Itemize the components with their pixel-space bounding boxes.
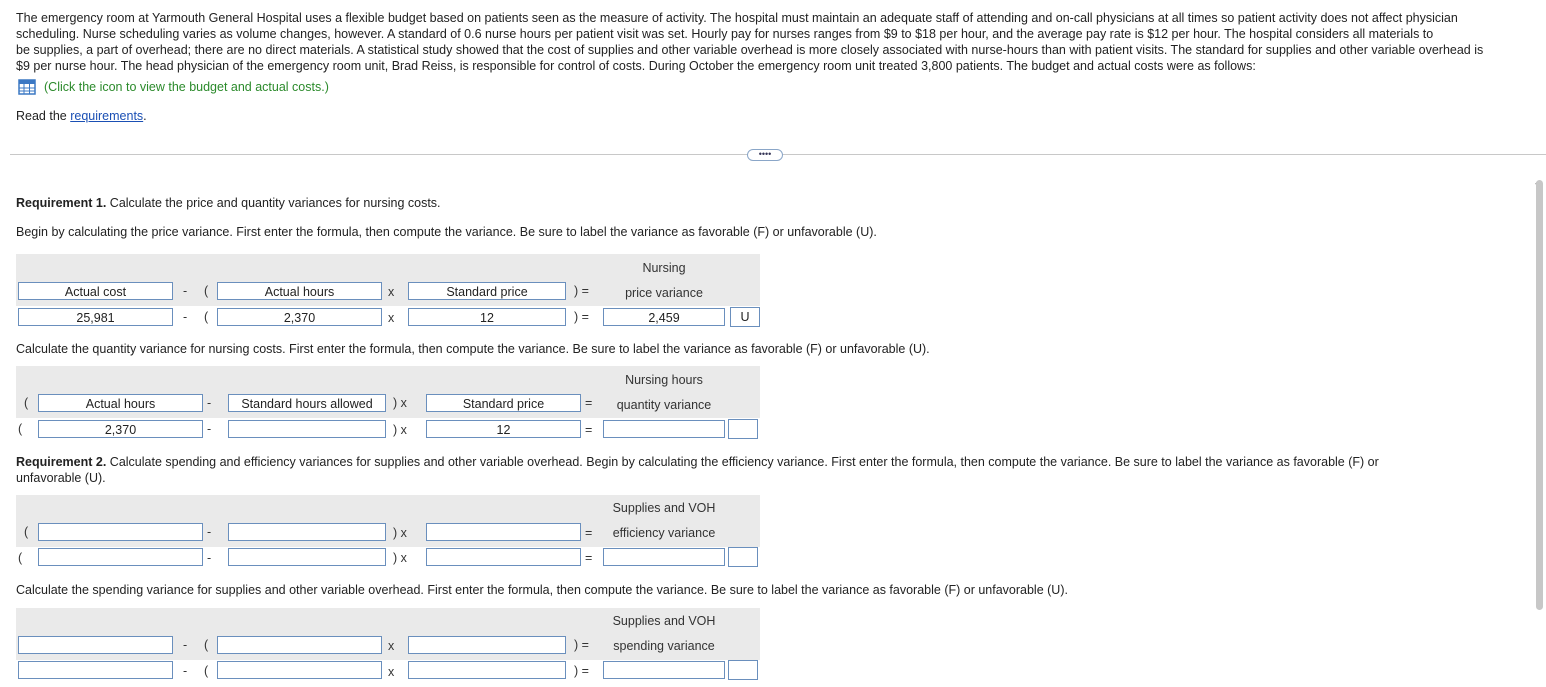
minus-sign: - [207,422,212,436]
open-paren: ( [204,310,209,324]
view-budget-text: (Click the icon to view the budget and actual costs.) [44,80,329,94]
efficiency-value-2[interactable] [228,548,386,566]
minus-sign: - [183,284,188,298]
minus-sign: - [183,310,188,324]
efficiency-formula-1[interactable] [38,523,203,541]
formula-standard-hours[interactable]: Standard hours allowed [228,394,386,412]
table-icon [18,79,36,95]
intro-line: $9 per nurse hour. The head physician of the emergency room unit, Brad Reiss, is responsible for control of costs. During October the emergency room unit treated 3,800 patients. The budget and actual costs were as follows: [16,59,1256,73]
equals-sign: = [585,551,593,565]
open-paren: ( [24,396,29,410]
actual-hours-input[interactable]: 2,370 [217,308,382,326]
open-paren: ( [18,551,23,565]
standard-price-input[interactable]: 12 [426,420,581,438]
spending-formula-1[interactable] [18,636,173,654]
result-label: Nursing [642,261,686,275]
close-times: ) x [393,526,407,540]
formula-actual-hours[interactable]: Actual hours [217,282,382,300]
open-paren: ( [18,422,23,436]
scrollbar[interactable] [1536,180,1543,610]
req1-text: Calculate the price and quantity variances for nursing costs. [106,196,441,210]
result-label: spending variance [613,639,715,653]
quantity-variance-instruction: Calculate the quantity variance for nursing costs. First enter the formula, then compute the variance. Be sure to label the variance as favorable (F) or unfavorable (U). [16,342,930,356]
close-times: ) x [393,396,407,410]
close-equals: ) = [574,284,589,298]
equals-sign: = [585,526,593,540]
price-variance-fu[interactable]: U [730,307,760,327]
requirements-link[interactable]: requirements [70,109,144,123]
formula-actual-cost[interactable]: Actual cost [18,282,173,300]
efficiency-formula-3[interactable] [426,523,581,541]
spending-value-1[interactable] [18,661,173,679]
read-requirements [16,109,147,123]
result-label: quantity variance [616,398,712,412]
spending-value-3[interactable] [408,661,566,679]
result-label: Nursing hours [625,373,703,387]
open-paren: ( [204,664,209,678]
problem-statement [16,10,1544,74]
spending-formula-2[interactable] [217,636,382,654]
req2-text: Calculate spending and efficiency variances for supplies and other variable overhead. Begin by calculating the efficiency variance. First enter the formula, then compute the variance. Be sure to label the variance as favorable (F) or [106,455,1379,469]
open-paren: ( [204,638,209,652]
spending-value-2[interactable] [217,661,382,679]
efficiency-variance-fu[interactable] [728,547,758,567]
times-sign: x [388,285,395,299]
expand-button[interactable]: •••• [747,149,783,161]
times-sign: x [388,639,395,653]
requirement-1-heading [16,196,441,210]
minus-sign: - [207,551,212,565]
intro-line: be supplies, a part of overhead; there are no direct materials. A statistical study showed that the cost of supplies and other variable overhead is more closely associated with nurse-hours than with patient visits. The standard for supplies and other variable overhead is [16,43,1484,57]
efficiency-value-1[interactable] [38,548,203,566]
open-paren: ( [204,284,209,298]
standard-price-input[interactable]: 12 [408,308,566,326]
formula-standard-price[interactable]: Standard price [426,394,581,412]
open-paren: ( [24,525,29,539]
close-equals: ) = [574,638,589,652]
close-equals: ) = [574,664,589,678]
result-label: price variance [625,286,703,300]
equals-sign: = [585,423,593,437]
close-times: ) x [393,423,407,437]
formula-actual-hours[interactable]: Actual hours [38,394,203,412]
result-label: efficiency variance [612,526,716,540]
close-equals: ) = [574,310,589,324]
quantity-variance-fu[interactable] [728,419,758,439]
equals-sign: = [585,396,593,410]
actual-hours-input[interactable]: 2,370 [38,420,203,438]
efficiency-variance-result[interactable] [603,548,725,566]
req2-text-2: unfavorable (U). [16,471,106,485]
minus-sign: - [183,638,188,652]
read-suffix: . [143,109,147,123]
result-label: Supplies and VOH [612,501,716,515]
view-budget-link[interactable] [18,79,329,95]
formula-standard-price[interactable]: Standard price [408,282,566,300]
spending-formula-3[interactable] [408,636,566,654]
read-prefix: Read the [16,109,71,123]
minus-sign: - [207,396,212,410]
requirement-2-heading [16,454,1516,486]
close-times: ) x [393,551,407,565]
price-variance-result[interactable]: 2,459 [603,308,725,326]
efficiency-value-3[interactable] [426,548,581,566]
spending-variance-instruction: Calculate the spending variance for supplies and other variable overhead. First enter the formula, then compute the variance. Be sure to label the variance as favorable (F) or unfavorable (U). [16,583,1068,597]
req2-bold: Requirement 2. [16,455,107,469]
efficiency-formula-2[interactable] [228,523,386,541]
intro-line: scheduling. Nurse scheduling varies as volume changes, however. A standard of 0.6 nurse hours per patient visit was set. Hourly pay for nurses ranges from $9 to $18 per hour, and the average pay rate is $12 per hour. The hospital considers all materials to [16,27,1434,41]
req1-bold: Requirement 1. [16,196,107,210]
spending-variance-fu[interactable] [728,660,758,680]
price-variance-instruction: Begin by calculating the price variance. First enter the formula, then compute the variance. Be sure to label the variance as favorable (F) or unfavorable (U). [16,225,877,239]
times-sign: x [388,665,395,679]
result-label: Supplies and VOH [612,614,716,628]
intro-line: The emergency room at Yarmouth General Hospital uses a flexible budget based on patients seen as the measure of activity. The hospital must maintain an adequate staff of attending and on-call physicians at all times so patient activity does not affect physician [16,11,1458,25]
quantity-variance-result[interactable] [603,420,725,438]
spending-variance-result[interactable] [603,661,725,679]
actual-cost-input[interactable]: 25,981 [18,308,173,326]
standard-hours-input[interactable] [228,420,386,438]
minus-sign: - [183,664,188,678]
minus-sign: - [207,525,212,539]
times-sign: x [388,311,395,325]
